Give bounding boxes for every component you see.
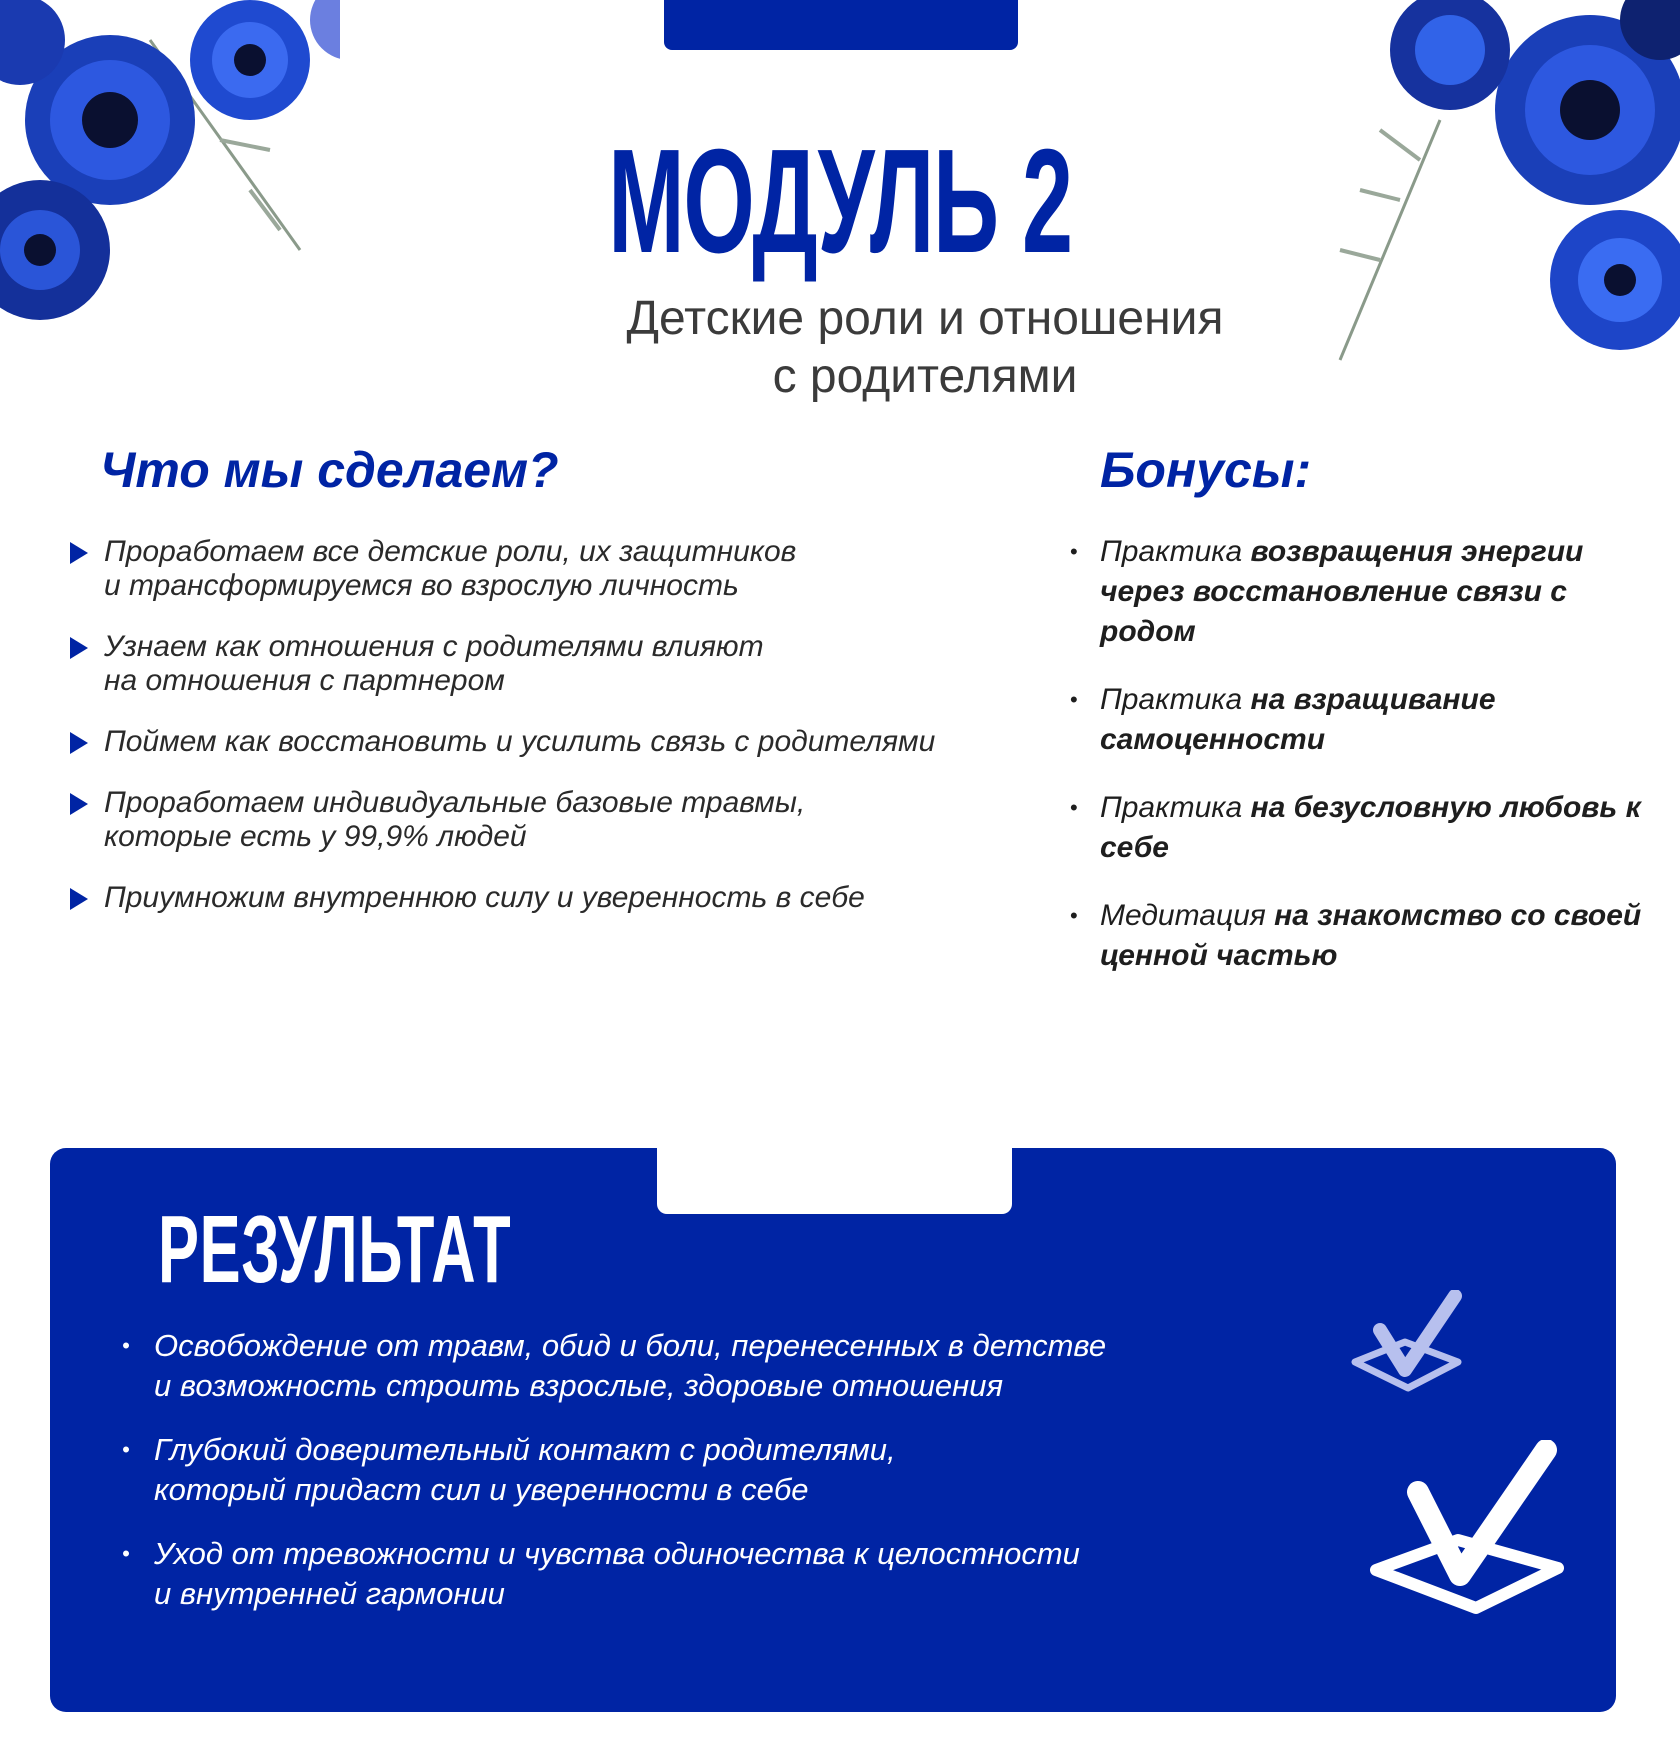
what-list [68, 535, 1028, 942]
result-list [122, 1326, 1222, 1638]
list-item: • Глубокий доверительный контакт с родителями, который придаст сил и уверенности в себе [122, 1432, 896, 1507]
check-mark-icon [1350, 1290, 1470, 1400]
list-item: • Практика возвращения энергии через восстановление связи с родом [1068, 532, 1668, 652]
bullet-arrow-icon [70, 732, 88, 754]
top-tab-decoration [664, 0, 1018, 50]
list-item: Проработаем индивидуальные базовые травмы, которые есть у 99,9% людей [68, 786, 1028, 854]
check-mark-icon [1368, 1440, 1568, 1630]
list-item: • Практика на безусловную любовь к себе [1068, 788, 1668, 868]
list-item: Приумножим внутреннюю силу и уверенность в себе [68, 881, 1028, 915]
list-item: • Уход от тревожности и чувства одиночества к целостности и внутренней гармонии [122, 1536, 1080, 1611]
bullet-dot-icon: • [1070, 539, 1078, 564]
list-item: • Практика на взращивание самоценности [1068, 680, 1668, 760]
list-item: Поймем как восстановить и усилить связь с родителями [68, 725, 1028, 759]
result-notch [657, 1146, 1012, 1214]
bullet-dot-icon: • [1070, 903, 1078, 928]
bonus-list [1068, 532, 1668, 1004]
list-item: • Медитация на знакомство со своей ценной частью [1068, 896, 1668, 976]
bullet-arrow-icon [70, 542, 88, 564]
bonus-heading: Бонусы: [1100, 442, 1312, 498]
bullet-arrow-icon [70, 888, 88, 910]
list-item: Узнаем как отношения с родителями влияют на отношения с партнером [68, 630, 1028, 698]
bullet-dot-icon: • [1070, 795, 1078, 820]
list-item: • Освобождение от травм, обид и боли, перенесенных в детстве и возможность строить взрослые, здоровые отношения [122, 1328, 1107, 1403]
subtitle-line-2: с родителями [772, 350, 1078, 403]
result-heading: РЕЗУЛЬТАТ [158, 1196, 512, 1303]
page-subtitle [0, 290, 1680, 406]
bullet-arrow-icon [70, 637, 88, 659]
what-heading: Что мы сделаем? [100, 442, 559, 498]
bullet-dot-icon: • [122, 1333, 130, 1358]
bullet-arrow-icon [70, 793, 88, 815]
bullet-dot-icon: • [1070, 687, 1078, 712]
subtitle-line-1: Детские роли и отношения [626, 292, 1224, 345]
bullet-dot-icon: • [122, 1541, 130, 1566]
page-title: МОДУЛЬ 2 [608, 119, 1072, 284]
bullet-dot-icon: • [122, 1437, 130, 1462]
list-item: Проработаем все детские роли, их защитников и трансформируемся во взрослую личность [68, 535, 1028, 603]
